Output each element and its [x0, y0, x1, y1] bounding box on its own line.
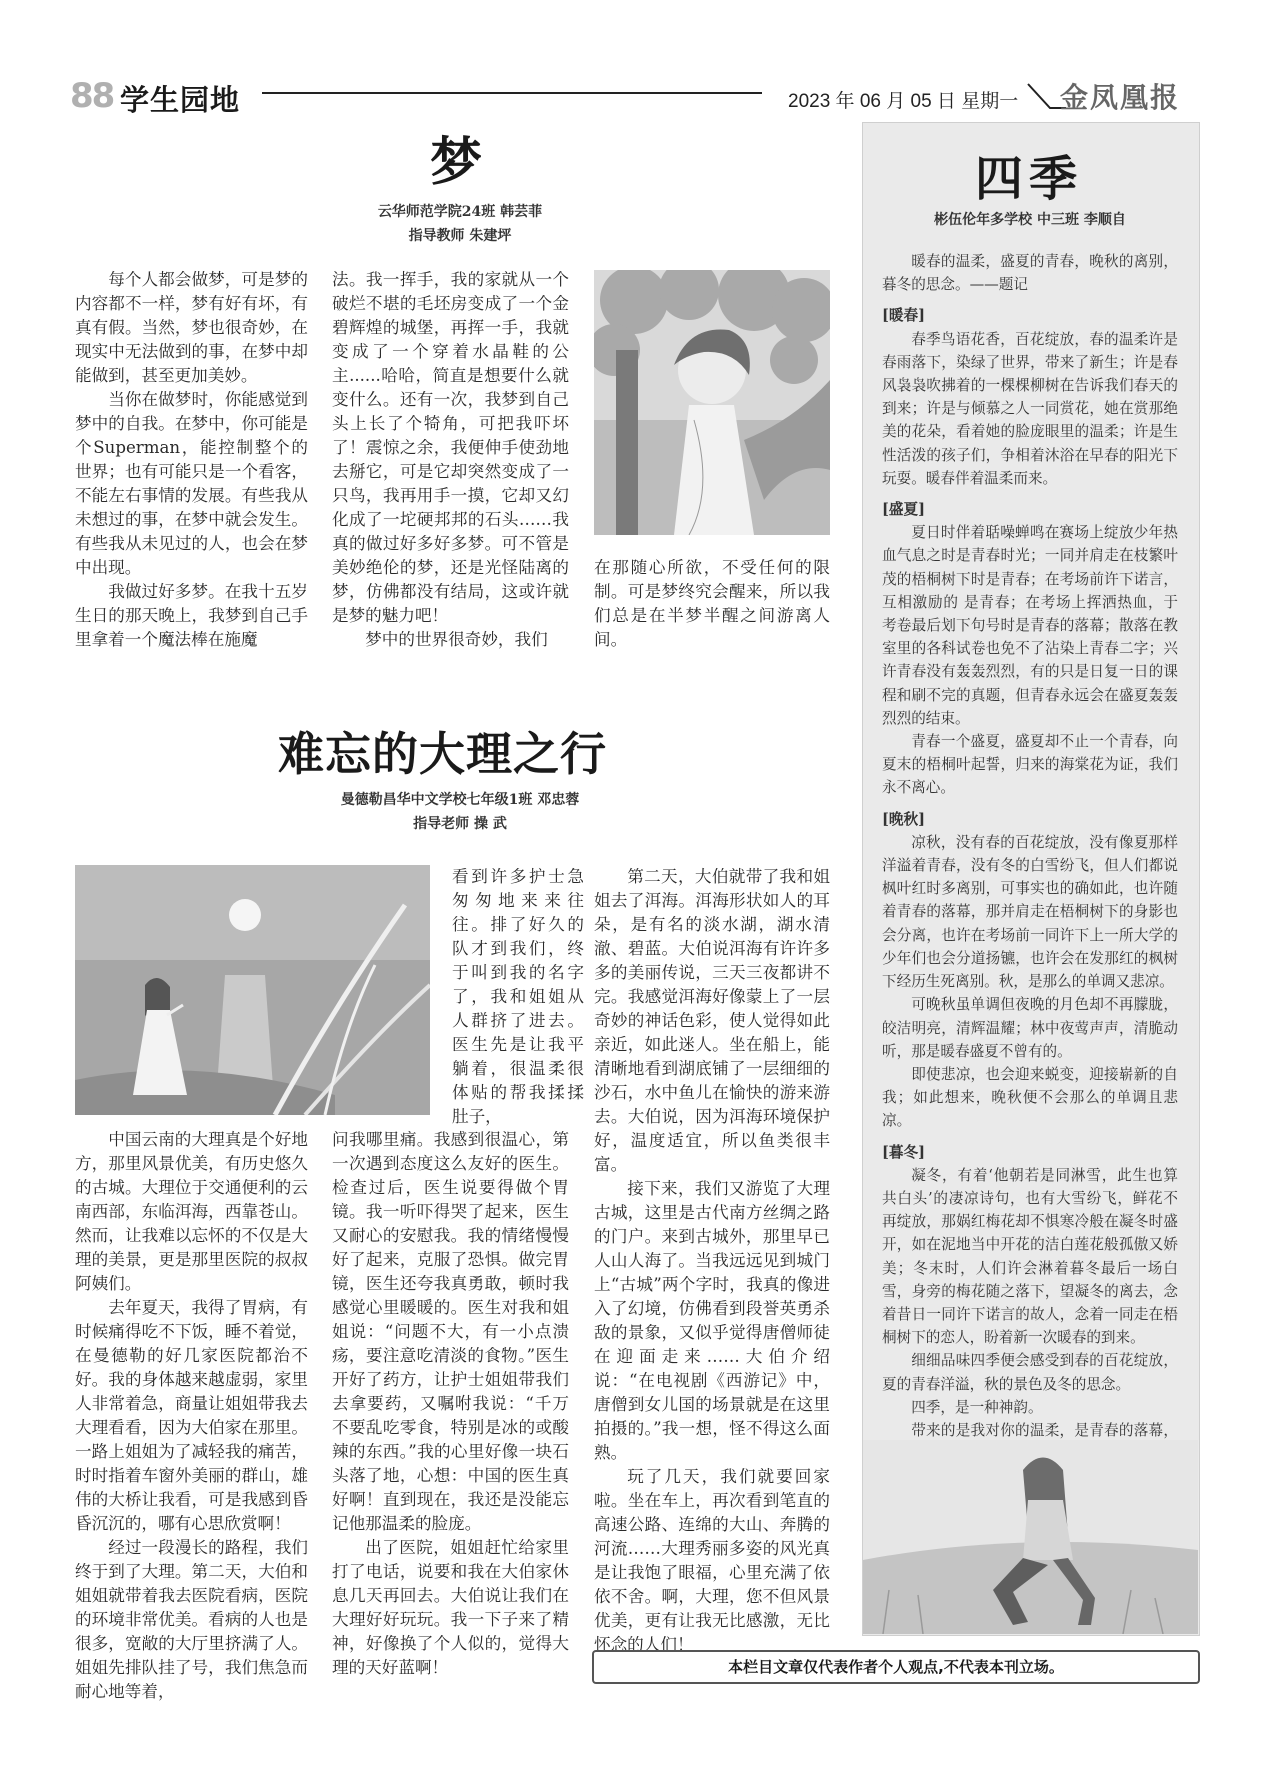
- article1-title: 梦: [430, 132, 483, 193]
- paragraph: 在那随心所欲，不受任何的限制。可是梦终究会醒来，所以我们总是在半梦半醒之间游离人间。: [594, 558, 830, 649]
- paragraph: 每个人都会做梦，可是梦的内容都不一样，梦有好有坏，有真有假。当然，梦也很奇妙，在现实中无法做到的事，在梦中却能做到，甚至更加美妙。: [75, 270, 308, 385]
- paragraph: 我做过好多梦。在我十五岁生日的那天晚上，我梦到自己手里拿着一个魔法棒在施魔: [75, 582, 308, 649]
- paragraph: 凉秋，没有春的百花绽放，没有像夏那样洋溢着青春，没有冬的白雪纷飞，但人们都说枫叶红时多离别，可事实也的确如此，也许随着青春的落幕，那并肩走在梧桐树下的身影也会分离，也许在考场前一同许下上一所大学的少年们也会分道扬镳，也许会在发那红的枫树下经历生死离别。秋，是那么的单调又悲凉。: [882, 833, 1178, 991]
- paragraph: 玩了几天，我们就要回家啦。坐在车上，再次看到笔直的高速公路、连绵的大山、奔腾的河流……大理秀丽多姿的风光真是让我饱了眼福，心里充满了依依不舍。啊，大理，您不但风景优美，更有让我无比感激，无比怀念的人们！: [594, 1467, 830, 1654]
- article2-column-2a: [452, 865, 584, 1129]
- page-number: 88: [70, 76, 114, 116]
- article2-column-1: [75, 1128, 308, 1704]
- paragraph: 第二天，大伯就带了我和姐姐去了洱海。洱海形状如人的耳朵，是有名的淡水湖，湖水清澈、碧蓝。大伯说洱海有许许多多的美丽传说，三天三夜都讲不完。我感觉洱海好像蒙上了一层奇妙的神话色彩，使人觉得如此亲近，如此迷人。坐在船上，能清晰地看到湖底铺了一层细细的沙石，水中鱼儿在愉快的游来游去。大伯说，因为洱海环境保护好，温度适宜，所以鱼类很丰富。: [594, 867, 830, 1174]
- paragraph: 青春一个盛夏，盛夏却不止一个青春，向夏末的梧桐叶起誓，归来的海棠花为证，我们永不离心。: [882, 733, 1178, 797]
- sidebar-body: [882, 250, 1178, 1465]
- masthead-logo: 金凤凰报: [1060, 81, 1181, 114]
- paragraph: 带来的是我对你的温柔，是青春的落幕，: [911, 1421, 1178, 1439]
- section-heading-summer: [盛夏]: [882, 501, 925, 519]
- paragraph: 中国云南的大理真是个好地方，那里风景优美，有历史悠久的古城。大理位于交通便利的云南西部，东临洱海，西靠苍山。然而，让我难以忘怀的不仅是大理的美景，更是那里医院的叔叔阿姨们。: [75, 1130, 308, 1293]
- article1-teacher: 指导教师 朱建坪: [408, 228, 512, 244]
- sidebar-author: 彬伍伦年多学校 中三班 李顺自: [934, 212, 1126, 228]
- section-heading-spring: [暖春]: [882, 307, 925, 325]
- issue-date: 2023 年 06 月 05 日 星期一: [788, 91, 1019, 112]
- section-heading-autumn: [晚秋]: [882, 810, 925, 828]
- paragraph: 春季鸟语花香，百花绽放，春的温柔许是春雨落下，染绿了世界，带来了新生；许是春风袅袅吹拂着的一棵棵柳树在告诉我们春天的到来；许是与倾慕之人一同赏花，她在赏那绝美的花朵，看着她的脸庞眼里的温柔；许是生性活泼的孩子们，争相着沐浴在早春的阳光下玩耍。暖春伴着温柔而来。: [882, 330, 1178, 487]
- paragraph: 即使悲凉，也会迎来蜕变，迎接崭新的自我；如此想来，晚秋便不会那么的单调且悲凉。: [882, 1065, 1178, 1130]
- sidebar-title: 四季: [975, 151, 1084, 207]
- paragraph: 当你在做梦时，你能感觉到梦中的自我。在梦中，你可能是个Superman，能控制整个的世界；也有可能只是一个看客，不能左右事情的发展。有些我从未想过的事，在梦中就会发生。有些我从未见过的人，也会在梦中出现。: [75, 390, 308, 577]
- article2-author: 曼德勒昌华中文学校七年级1班 邓忠蓉: [340, 792, 580, 808]
- article1-column-1: [75, 268, 308, 652]
- girl-sitting-illustration: [863, 1440, 1198, 1634]
- paragraph: 凝冬，有着‘他朝若是同淋雪，此生也算共白头’的凄凉诗句，也有大雪纷飞，鲜花不再绽放，那娲红梅花却不惧寒冷般在凝冬时盛开，如在泥地当中开花的洁白莲花般孤傲又娇美；冬末时，人们许会淋着暮冬最后一场白雪，身旁的梅花随之落下，望凝冬的离去，念着昔日一同许下诺言的故人，念着一同走在梧桐树下的恋人，盼着新一次暖春的到来。: [882, 1166, 1178, 1347]
- article1-column-2: [332, 268, 569, 652]
- paragraph: 经过一段漫长的路程，我们终于到了大理。第二天，大伯和姐姐就带着我去医院看病，医院的环境非常优美。看病的人也是很多，宽敞的大厅里挤满了人。姐姐先排队挂了号，我们焦急而耐心地等着，: [75, 1538, 308, 1701]
- girl-under-tree-illustration: [594, 270, 830, 535]
- article2-column-3: [594, 865, 830, 1657]
- article1-column-3: [594, 556, 830, 652]
- paragraph: 梦中的世界很奇妙，我们: [365, 630, 548, 649]
- paragraph: 可晚秋虽单调但夜晚的月色却不再朦胧，皎洁明亮，清辉温耀；林中夜莺声声，清脆动听，那是暖春盛夏不曾有的。: [882, 996, 1178, 1060]
- paragraph: 接下来，我们又游览了大理古城，这里是古代南方丝绸之路的门户。来到古城外，那里早已人山人海了。当我远远见到城门上“古城”两个字时，我真的像进入了幻境，仿佛看到段誉英勇杀敌的景象，又似乎觉得唐僧师徒在迎面走来……大伯介绍说：“在电视剧《西游记》中，唐僧到女儿国的场景就是在这里拍摄的。”我一想，怪不得这么面熟。: [594, 1179, 830, 1462]
- article2-byline: [260, 788, 660, 836]
- disclaimer-banner: 本栏目文章仅代表作者个人观点,不代表本刊立场。: [592, 1650, 1200, 1684]
- article1-author: 云华师范学院24班 韩芸菲: [377, 204, 543, 220]
- sidebar-intro: 暖春的温柔，盛夏的青春，晚秋的离别，暮冬的思念。——题记: [882, 253, 1178, 294]
- paragraph: 四季，是一种神韵。: [911, 1398, 1043, 1416]
- section-heading-winter: [暮冬]: [882, 1143, 925, 1161]
- article2-teacher: 指导老师 操 武: [413, 816, 507, 832]
- article1-byline: [300, 200, 620, 248]
- paragraph: 看到许多护士急匆匆地来来往往。排了好久的队才到我们，终于叫到我的名字了，我和姐姐从人群挤了进去。医生先是让我平躺着，很温柔很体贴的帮我揉揉肚子，: [452, 867, 584, 1126]
- article2-title: 难忘的大理之行: [278, 727, 607, 781]
- paragraph: 夏日时伴着聒噪蝉鸣在赛场上绽放少年热血气息之时是青春时光；一同并肩走在枝繁叶茂的梧桐树下时是青春；在考场前许下诺言，互相激励的 是青春；在考场上挥洒热血，于考卷最后划下句号时是青春的落幕；散落在教室里的各科试卷也免不了沾染上青春二字；兴许青春没有轰轰烈烈，有的只是日复一日的课程和刷不完的真题，但青春永远会在盛夏轰轰烈烈的结束。: [882, 524, 1178, 727]
- girl-by-lake-illustration: [75, 865, 430, 1115]
- header-rule: [262, 92, 762, 94]
- paragraph: 问我哪里痛。我感到很温心，第一次遇到态度这么友好的医生。检查过后，医生说要得做个胃镜。我一听吓得哭了起来，医生又耐心的安慰我。我的情绪慢慢好了起来，克服了恐惧。做完胃镜，医生还夸我真勇敢，顿时我感觉心里暖暖的。医生对我和姐姐说：“问题不大，有一小点溃疡，要注意吃清淡的食物。”医生开好了药方，让护士姐姐带我们去拿要药，又嘱咐我说：“千万不要乱吃零食，特别是冰的或酸辣的东西。”我的心里好像一块石头落了地，心想：中国的医生真好啊！直到现在，我还是没能忘记他那温柔的脸庞。: [332, 1130, 569, 1533]
- section-title: 学生园地: [120, 83, 241, 117]
- paragraph: 去年夏天，我得了胃病，有时候痛得吃不下饭，睡不着觉，在曼德勒的好几家医院都治不好。我的身体越来越虚弱，家里人非常着急，商量让姐姐带我去大理看看，因为大伯家在那里。一路上姐姐为了减轻我的痛苦，时时指着车窗外美丽的群山，雄伟的大桥让我看，可是我感到昏昏沉沉的，哪有心思欣赏啊！: [75, 1298, 308, 1533]
- paragraph: 法。我一挥手，我的家就从一个破烂不堪的毛坯房变成了一个金碧辉煌的城堡，再挥一手，我就变成了一个穿着水晶鞋的公主......哈哈，简直是想要什么就变什么。还有一次，我梦到自己头上长了个犄角，可把我吓坏了！震惊之余，我便伸手使劲地去掰它，可是它却突然变成了一只鸟，我再用手一摸，它却又幻化成了一坨硬邦邦的石头……我真的做过好多好多梦。可不管是美妙绝伦的梦，还是光怪陆离的梦，仿佛都没有结局，这或许就是梦的魅力吧！: [332, 270, 569, 625]
- paragraph: 细细品味四季便会感受到春的百花绽放，夏的青春洋溢，秋的景色及冬的思念。: [882, 1352, 1178, 1393]
- paragraph: 出了医院，姐姐赶忙给家里打了电话，说要和我在大伯家休息几天再回去。大伯说让我们在大理好好玩玩。我一下子来了精神，好像换了个人似的，觉得大理的天好蓝啊！: [332, 1538, 569, 1677]
- article2-column-2b: [332, 1128, 569, 1680]
